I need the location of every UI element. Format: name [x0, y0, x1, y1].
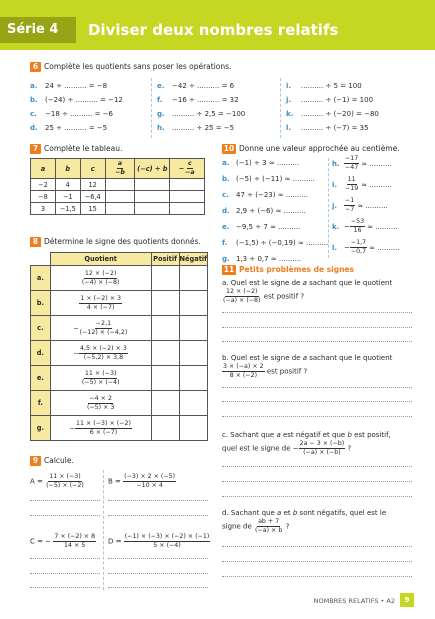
ex9-text: Calcule.	[44, 456, 74, 465]
answer-cell	[135, 179, 170, 191]
ex11-number: 11	[223, 265, 235, 274]
ex6-text: Complète les quotients sans poser les opérations.	[44, 62, 232, 71]
numerator: −1,7	[350, 239, 367, 246]
answer-line[interactable]	[108, 500, 208, 501]
numerator: 1 × (−2) × 3	[80, 294, 122, 302]
approx-blank: ≈ ..........	[357, 201, 388, 210]
negative-checkbox[interactable]	[179, 266, 207, 291]
item-expression: 1,3 ÷ 0,7 ≈ ..........	[236, 255, 302, 263]
denominator: −0,7	[350, 248, 367, 255]
ex10-number: 10	[223, 144, 235, 153]
ex8-text: Détermine le signe des quotients donnés.	[44, 237, 201, 246]
item-label: f.	[157, 96, 163, 104]
quotient-cell	[50, 416, 151, 441]
positive-checkbox[interactable]	[151, 266, 179, 291]
answer-line[interactable]	[222, 496, 412, 497]
ex7-head-c: c	[80, 159, 105, 179]
item-expression: (−24) ÷ .......... = −12	[45, 96, 123, 104]
item-label: e.	[157, 82, 165, 90]
item-label: d.	[222, 207, 230, 215]
answer-cell	[170, 179, 205, 191]
positive-checkbox[interactable]	[151, 391, 179, 416]
ex6-item	[286, 110, 379, 118]
fraction	[350, 239, 367, 256]
ex10-item	[222, 207, 306, 215]
item-label: a.	[222, 159, 230, 167]
positive-checkbox[interactable]	[151, 291, 179, 316]
item-expression: −16 ÷ .......... = 32	[172, 96, 239, 104]
ex10-item	[332, 218, 398, 235]
quotient-cell	[50, 291, 151, 316]
ex7-instruction	[30, 144, 122, 154]
denominator: −19	[345, 185, 359, 192]
positive-checkbox[interactable]	[151, 341, 179, 366]
negative-checkbox[interactable]	[179, 341, 207, 366]
negative-checkbox[interactable]	[179, 366, 207, 391]
ex10-item	[222, 255, 301, 263]
denominator: 4 × (−7)	[86, 303, 115, 311]
row-label: f.	[31, 391, 51, 416]
fraction	[344, 197, 355, 214]
answer-line[interactable]	[222, 327, 412, 328]
denominator: 6 × (−7)	[89, 428, 118, 436]
ex11-d: d. Sachant que a et b sont négatifs, quel est le signe de $\frac{ab + 7}{(-a) \times b}$ ?	[222, 509, 387, 534]
table-row	[31, 416, 208, 441]
ex8-table	[30, 252, 208, 441]
ex9-divider	[103, 470, 104, 590]
fraction	[79, 320, 129, 337]
table-row	[31, 266, 208, 291]
denominator: (−5) × 3	[86, 403, 115, 411]
ex8-head-negative: Négatif	[179, 253, 207, 266]
ex10-text: Donne une valeur approchée au centième.	[239, 144, 400, 153]
item-expression: 24 ÷ .......... = −8	[45, 82, 108, 90]
table-cell: −8	[31, 191, 56, 203]
ex10-item	[222, 223, 300, 231]
table-row	[31, 341, 208, 366]
answer-line[interactable]	[222, 401, 412, 402]
item-expression: .......... ÷ 25 = −5	[172, 124, 235, 132]
answer-line[interactable]	[222, 561, 412, 562]
answer-line[interactable]	[222, 312, 412, 313]
sign-prefix: −	[344, 222, 350, 231]
ex6-instruction	[30, 62, 231, 72]
negative-checkbox[interactable]	[179, 291, 207, 316]
ex7-head-mid: (−c) ÷ b	[135, 159, 170, 179]
table-row	[31, 191, 205, 203]
ex10-item	[222, 239, 328, 247]
ex6-item	[30, 110, 113, 118]
answer-cell	[105, 191, 135, 203]
item-label: k.	[286, 110, 294, 118]
item-label: j.	[286, 96, 292, 104]
sign-prefix: −	[73, 349, 80, 357]
ex9-C: C = − $\frac{7 \times (-2) \times 8}{14 \times 5}$	[30, 533, 96, 549]
answer-line[interactable]	[30, 587, 100, 588]
item-label: l.	[286, 124, 292, 132]
ex7-header-row	[31, 159, 205, 179]
fraction	[81, 370, 121, 387]
item-expression: −9,5 ÷ 7 ≈ ..........	[236, 223, 301, 231]
numerator: −53	[350, 218, 365, 225]
table-row	[31, 366, 208, 391]
answer-line[interactable]	[108, 558, 208, 559]
item-label: i.	[332, 180, 338, 189]
quotient-cell	[50, 266, 151, 291]
item-label: g.	[222, 255, 230, 263]
ex8-number: 8	[30, 237, 41, 247]
table-cell: −2	[31, 179, 56, 191]
ex6-item	[157, 96, 239, 104]
answer-line[interactable]	[222, 481, 412, 482]
denominator: (−4) × (−8)	[81, 278, 120, 286]
answer-line[interactable]	[222, 546, 412, 547]
answer-line[interactable]	[108, 573, 208, 574]
denominator: −47	[345, 164, 359, 171]
ex7-head-frac: $\frac{a}{-b}$	[105, 159, 135, 179]
row-label: b.	[31, 291, 51, 316]
fraction	[79, 295, 122, 312]
item-label: g.	[157, 110, 165, 118]
quotient-cell	[50, 391, 151, 416]
item-label: b.	[222, 175, 230, 183]
ex6-grid	[30, 78, 410, 140]
answer-line[interactable]	[222, 466, 412, 467]
ex6-number: 6	[30, 62, 41, 72]
item-expression: −42 ÷ .......... = 6	[172, 82, 235, 90]
quotient-cell	[50, 341, 151, 366]
denominator: (−12) × (−4,2)	[79, 328, 128, 336]
ex8-head-quotient: Quotient	[50, 253, 151, 266]
item-label: h.	[157, 124, 165, 132]
denominator: (−5,2) × 3,8	[83, 353, 124, 361]
ex10-instruction	[222, 144, 400, 154]
ex10-item	[222, 191, 308, 199]
table-row	[31, 179, 205, 191]
ex6-item	[30, 82, 107, 90]
table-cell: 4	[55, 179, 80, 191]
item-expression: (−5) ÷ (−11) ≈ ..........	[236, 175, 315, 183]
approx-blank: ≈ ..........	[369, 243, 400, 252]
ex8-head-positive: Positif	[151, 253, 179, 266]
ex6-divider	[151, 78, 152, 138]
item-expression: 47 ÷ (−23) ≈ ..........	[236, 191, 309, 199]
answer-cell	[170, 203, 205, 215]
item-expression: .......... ÷ 2,5 = −100	[172, 110, 246, 118]
ex11-c: c. Sachant que a est négatif et que b est positif, quel est le signe de − $\frac{2a - 3 \times (-b)}{(-a) \times (-b)}$ ?	[222, 431, 391, 456]
ex9-instruction	[30, 456, 74, 466]
ex9-B: B = $\frac{(-3) \times 2 \times (-5)}{-10 \times 4}$	[108, 473, 176, 489]
ex7-head-b: b	[55, 159, 80, 179]
answer-cell	[105, 179, 135, 191]
ex8-instruction	[30, 237, 201, 247]
ex6-item	[157, 124, 234, 132]
table-cell: −1,5	[55, 203, 80, 215]
numerator: 4,5 × (−2) × 3	[80, 344, 127, 352]
ex6-item	[286, 96, 373, 104]
ex6-item	[30, 96, 123, 104]
fraction	[79, 345, 128, 362]
item-expression: .......... ÷ 5 = 100	[301, 82, 362, 90]
answer-cell	[105, 203, 135, 215]
item-label: h.	[332, 159, 340, 168]
ex6-item	[286, 82, 362, 90]
ex10-item	[332, 176, 392, 193]
row-label: a.	[31, 266, 51, 291]
answer-line[interactable]	[30, 558, 100, 559]
ex6-item	[157, 82, 234, 90]
numerator: −2,1	[95, 319, 112, 327]
positive-checkbox[interactable]	[151, 416, 179, 441]
answer-line[interactable]	[108, 587, 208, 588]
item-label: e.	[222, 223, 230, 231]
ex6-item	[30, 124, 107, 132]
answer-line[interactable]	[222, 576, 412, 577]
row-label: c.	[31, 316, 51, 341]
ex11-b: b. Quel est le signe de a sachant que le quotient $\frac{3 \times (-a) \times 2}{8 \times (-2)}$ est positif ?	[222, 354, 393, 379]
item-expression: .......... ÷ (−20) = −80	[301, 110, 379, 118]
table-cell: −6,4	[80, 191, 105, 203]
approx-blank: ≈ ..........	[361, 180, 392, 189]
negative-checkbox[interactable]	[179, 391, 207, 416]
item-label: d.	[30, 124, 38, 132]
numerator: −17	[345, 155, 359, 162]
ex7-head-last: − $\frac{c}{-a}$	[170, 159, 205, 179]
sign-prefix: −	[344, 243, 350, 252]
ex6-item	[157, 110, 245, 118]
row-label: g.	[31, 416, 51, 441]
ex10-item	[332, 155, 392, 172]
fraction	[350, 218, 365, 235]
table-row	[31, 203, 205, 215]
quotient-cell	[50, 366, 151, 391]
ex11-title: Petits problèmes de signes	[239, 265, 354, 274]
table-row	[31, 316, 208, 341]
numerator: 12 × (−2)	[84, 269, 117, 277]
item-label: a.	[30, 82, 38, 90]
ex7-text: Complète le tableau.	[44, 144, 123, 153]
ex11-heading	[222, 265, 354, 275]
item-label: j.	[332, 201, 338, 210]
table-cell: 3	[31, 203, 56, 215]
item-label: c.	[30, 110, 37, 118]
answer-cell	[135, 203, 170, 215]
item-expression: (−1) ÷ 3 ≈ ..........	[236, 159, 300, 167]
footer-text: NOMBRES RELATIFS • A2	[313, 597, 395, 605]
answer-line[interactable]	[108, 515, 208, 516]
table-row	[31, 391, 208, 416]
ex6-divider	[280, 78, 281, 138]
denominator: −7	[345, 206, 355, 213]
fraction	[344, 155, 359, 172]
table-cell: −1	[55, 191, 80, 203]
numerator: 11 × (−3) × (−2)	[75, 419, 131, 427]
numerator: −1	[345, 197, 355, 204]
answer-line[interactable]	[222, 341, 412, 342]
answer-line[interactable]	[30, 500, 100, 501]
numerator: −4 × 2	[89, 394, 112, 402]
page-title: Diviser deux nombres relatifs	[88, 21, 339, 39]
item-expression: .......... ÷ (−1) = 100	[301, 96, 374, 104]
table-row	[31, 291, 208, 316]
ex9-number: 9	[30, 456, 41, 466]
series-tag: Série 4	[0, 17, 76, 43]
ex10-item	[222, 175, 315, 183]
positive-checkbox[interactable]	[151, 316, 179, 341]
item-label: f.	[222, 239, 228, 247]
quotient-cell	[50, 316, 151, 341]
item-label: l.	[332, 243, 338, 252]
fraction	[75, 420, 132, 437]
approx-blank: ≈ ..........	[367, 222, 398, 231]
item-label: b.	[30, 96, 38, 104]
negative-checkbox[interactable]	[179, 416, 207, 441]
fraction	[86, 395, 115, 412]
approx-blank: ≈ ..........	[361, 159, 392, 168]
ex10-item	[332, 197, 388, 214]
positive-checkbox[interactable]	[151, 366, 179, 391]
ex7-head-a: a	[31, 159, 56, 179]
answer-line[interactable]	[222, 387, 412, 388]
item-expression: (−1,5) ÷ (−0,19) ≈ ..........	[236, 239, 329, 247]
item-label: i.	[286, 82, 292, 90]
ex10-item	[332, 239, 400, 256]
denominator: 16	[353, 227, 362, 234]
answer-line[interactable]	[30, 573, 100, 574]
ex7-table	[30, 158, 205, 215]
answer-cell	[135, 191, 170, 203]
numerator: 11 × (−3)	[84, 369, 117, 377]
table-cell: 12	[80, 179, 105, 191]
answer-line[interactable]	[222, 416, 412, 417]
fraction	[81, 270, 121, 287]
answer-line[interactable]	[30, 515, 100, 516]
ex10-item	[222, 159, 299, 167]
fraction	[344, 176, 359, 193]
denominator: (−5) × (−4)	[81, 378, 120, 386]
item-expression: 2,9 ÷ (−6) ≈ ..........	[236, 207, 306, 215]
row-label: d.	[31, 341, 51, 366]
table-cell: 15	[80, 203, 105, 215]
numerator: 11	[347, 176, 356, 183]
ex6-item	[286, 124, 369, 132]
item-expression: .......... ÷ (−7) = 35	[301, 124, 369, 132]
ex7-number: 7	[30, 144, 41, 154]
ex9-A: A = $\frac{11 \times (-3)}{(-5) \times (-2)}$	[30, 473, 84, 489]
item-expression: −18 ÷ .......... = −6	[45, 110, 113, 118]
negative-checkbox[interactable]	[179, 316, 207, 341]
item-label: c.	[222, 191, 229, 199]
ex11-a: a. Quel est le signe de a sachant que le quotient $\frac{12 \times (-2)}{(-a) \times (-8)}$ est positif ?	[222, 279, 393, 304]
sign-prefix: −	[69, 424, 75, 432]
row-label: e.	[31, 366, 51, 391]
sign-prefix: −	[73, 324, 79, 332]
ex8-header-row	[31, 253, 208, 266]
answer-cell	[170, 191, 205, 203]
item-label: k.	[332, 222, 340, 231]
page-number: 9	[400, 593, 414, 607]
ex9-D: D = $\frac{(-1) \times (-3) \times (-2) \times (-1)}{5 \times (-4)}$	[108, 533, 210, 549]
item-expression: 25 ÷ .......... = −5	[45, 124, 108, 132]
